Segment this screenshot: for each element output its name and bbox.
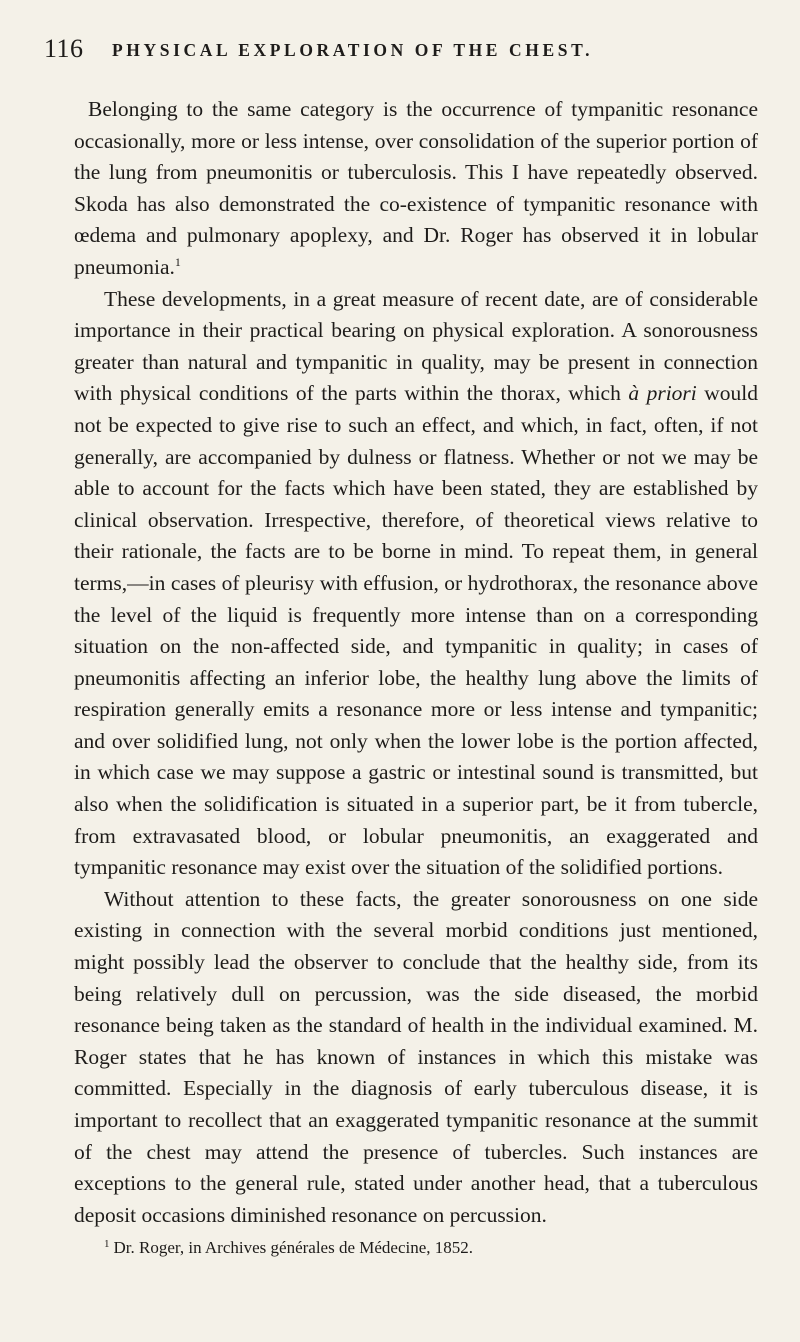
footnote-marker: 1 <box>104 1237 110 1250</box>
paragraph-1 <box>74 94 758 284</box>
paragraph-1-text: Belonging to the same category is the occurrence of tympanitic resonance occasionally, more or less intense, over consolidation of the superior portion of the lung from pneumonitis or tuberculosis. This I have repeatedly observed. Skoda has also demonstrated the co-existence of tympanitic resonance with œdema and pulmonary apoplexy, and Dr. Roger has observed it in lobular pneumonia. <box>74 97 758 279</box>
paragraph-2-text-b: would not be expected to give rise to such an effect, and which, in fact, often, if not generally, are accompanied by dulness or flatness. Whether or not we may be able to account for the facts which have been stated, they are established by clinical observation. Irrespective, therefore, of theoretical views relative to their rationale, the facts are to be borne in mind. To repeat them, in general terms,—in cases of pleurisy with effusion, or hydrothorax, the resonance above the level of the liquid is frequently more intense than on a corresponding situation on the non-affected side, and tympanitic in quality; in cases of pneumonitis affecting an inferior lobe, the healthy lung above the limits of respiration generally emits a resonance more or less intense and tympanitic; and over solidified lung, not only when the lower lobe is the portion affected, in which case we may suppose a gastric or intestinal sound is transmitted, but also when the solidification is situated in a superior part, be it from tubercle, from extravasated blood, or lobular pneumonitis, an exaggerated and tympanitic resonance may exist over the situation of the solidified portions. <box>74 381 759 880</box>
footnote-text: Dr. Roger, in Archives générales de Médecine, 1852. <box>113 1238 474 1258</box>
paragraph-2-text-a: These developments, in a great measure of recent date, are of considerable importance in their practical bearing on physical exploration. A sonorousness greater than natural and tympanitic in quality, may be present in connection with physical conditions of the parts within the thorax, which <box>74 286 758 406</box>
footnote-reference: 1 <box>174 254 181 269</box>
footnote <box>44 1237 758 1259</box>
page-number: 116 <box>44 34 84 63</box>
running-title: PHYSICAL EXPLORATION OF THE CHEST. <box>112 40 594 60</box>
paragraph-3: Without attention to these facts, the greater sonorousness on one side existing in connection with the several morbid conditions just mentioned, might possibly lead the observer to conclude that the healthy side, from its being relatively dull on percussion, was the side diseased, the morbid resonance being taken as the standard of health in the individual examined. M. Roger states that he has known of instances in which this mistake was committed. Especially in the diagnosis of early tuberculous disease, it is important to recollect that an exaggerated tympanitic resonance at the summit of the chest may attend the presence of tubercles. Such instances are exceptions to the general rule, stated under another head, that a tuberculous deposit occasions diminished resonance on percussion. <box>74 886 758 1227</box>
body-text <box>44 94 758 1231</box>
italic-phrase: à priori <box>628 381 697 406</box>
running-head <box>44 34 758 66</box>
paragraph-2 <box>74 284 758 884</box>
